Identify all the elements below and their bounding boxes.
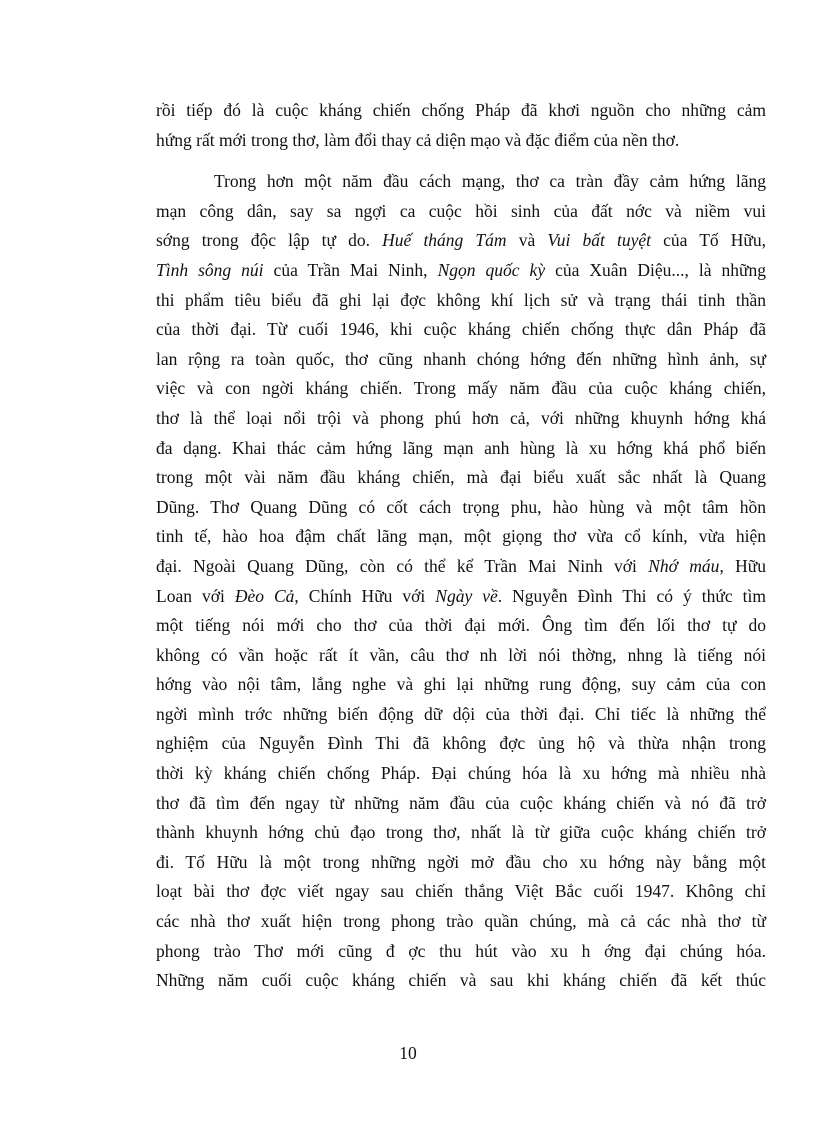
text-line	[156, 522, 766, 552]
text-line	[156, 404, 766, 434]
paragraph	[156, 96, 766, 155]
text-run: . Nguyễn Đình Thi có ý thức tìm	[497, 585, 767, 606]
text-run: mạn công dân, say sa ngợi ca cuộc hồi sinh của đất nớc và niềm vui	[156, 200, 766, 221]
italic-title: Tình sông núi	[156, 259, 264, 280]
text-line	[156, 167, 766, 197]
text-run: , Chính Hữu với	[294, 585, 436, 606]
italic-title: Ngày về	[435, 585, 498, 606]
text-line	[156, 286, 766, 316]
text-line	[156, 700, 766, 730]
italic-title: Ngọn quốc kỳ	[437, 259, 546, 280]
text-line	[156, 582, 766, 612]
text-run: đi. Tố Hữu là một trong những ngời mở đầu cho xu hớng này bằng một	[156, 851, 766, 872]
text-line	[156, 197, 766, 227]
text-run: Trong hơn một năm đầu cách mạng, thơ ca tràn đầy cảm hứng lãng	[214, 171, 766, 192]
text-line	[156, 374, 766, 404]
text-run: thi phẩm tiêu biểu đã ghi lại đợc không khí lịch sử và trạng thái tinh thần	[156, 289, 766, 310]
text-run: hớng vào nội tâm, lắng nghe và ghi lại những rung động, suy cảm của con	[156, 674, 766, 695]
text-run: không có vần hoặc rất ít vần, câu thơ nh lời nói thờng, nhng là tiếng nói	[156, 644, 766, 665]
text-line	[156, 877, 766, 907]
text-line	[156, 345, 766, 375]
text-line	[156, 966, 766, 996]
text-line	[156, 848, 766, 878]
text-run: Những năm cuối cuộc kháng chiến và sau khi kháng chiến đã kết thúc	[156, 970, 766, 991]
text-run: một tiếng nói mới cho thơ của thời đại mới. Ông tìm đến lối thơ tự do	[156, 615, 766, 636]
text-run: , Hữu	[719, 555, 767, 576]
text-line	[156, 315, 766, 345]
text-run: phong trào Thơ mới cũng đ ợc thu hút vào xu h ớng đại chúng hóa.	[156, 940, 766, 961]
text-run: Dũng. Thơ Quang Dũng có cốt cách trọng phu, hào hùng và một tâm hồn	[156, 496, 766, 517]
paragraph-gap	[156, 155, 766, 167]
text-line	[156, 493, 766, 523]
text-run: thành khuynh hớng chủ đạo trong thơ, nhất là từ giữa cuộc kháng chiến trở	[156, 822, 766, 843]
text-run: thơ là thể loại nổi trội và phong phú hơn cả, với những khuynh hớng khá	[156, 407, 766, 428]
text-line	[156, 907, 766, 937]
text-line	[156, 818, 766, 848]
paragraph	[156, 167, 766, 996]
text-line	[156, 96, 766, 126]
text-run: thơ đã tìm đến ngay từ những năm đầu của cuộc kháng chiến và nó đã trở	[156, 792, 766, 813]
italic-title: Nhớ máu	[648, 555, 720, 576]
text-run: nghiệm của Nguyễn Đình Thi đã không đợc ủng hộ và thừa nhận trong	[156, 733, 766, 754]
text-run: hứng rất mới trong thơ, làm đổi thay cả diện mạo và đặc điểm của nền thơ.	[156, 129, 680, 150]
text-line	[156, 256, 766, 286]
italic-title: Huế tháng Tám	[382, 230, 507, 251]
text-line	[156, 126, 766, 156]
text-run: của thời đại. Từ cuối 1946, khi cuộc kháng chiến chống thực dân Pháp đã	[156, 319, 766, 340]
text-run: sớng trong độc lập tự do.	[156, 230, 383, 251]
body-text	[156, 96, 766, 996]
page-number: 10	[399, 1043, 417, 1063]
text-run: và	[506, 230, 548, 251]
text-run: việc và con ngời kháng chiến. Trong mấy năm đầu của cuộc kháng chiến,	[156, 378, 766, 399]
text-line	[156, 611, 766, 641]
text-run: của Tố Hữu,	[650, 230, 767, 251]
text-run: của Trần Mai Ninh,	[263, 259, 438, 280]
text-line	[156, 463, 766, 493]
text-run: thời kỳ kháng chiến chống Pháp. Đại chúng hóa là xu hớng mà nhiều nhà	[156, 763, 766, 784]
italic-title: Vui bất tuyệt	[547, 230, 651, 251]
text-run: của Xuân Diệu..., là những	[545, 259, 766, 280]
text-line	[156, 759, 766, 789]
text-run: rồi tiếp đó là cuộc kháng chiến chống Pháp đã khơi nguồn cho những cảm	[156, 100, 766, 120]
text-run: các nhà thơ xuất hiện trong phong trào quần chúng, mà cả các nhà thơ từ	[156, 911, 766, 932]
text-run: đa dạng. Khai thác cảm hứng lãng mạn anh hùng là xu hớng khá phổ biến	[156, 437, 766, 458]
text-line	[156, 552, 766, 582]
text-run: loạt bài thơ đợc viết ngay sau chiến thắng Việt Bắc cuối 1947. Không chỉ	[156, 881, 766, 902]
text-run: tinh tế, hào hoa đậm chất lãng mạn, một giọng thơ vừa cổ kính, vừa hiện	[156, 526, 766, 547]
text-run: đại. Ngoài Quang Dũng, còn có thể kể Trần Mai Ninh với	[156, 555, 649, 576]
text-line	[156, 789, 766, 819]
text-line	[156, 226, 766, 256]
text-line	[156, 641, 766, 671]
text-line	[156, 670, 766, 700]
italic-title: Đèo Cả	[234, 585, 295, 606]
text-line	[156, 434, 766, 464]
text-line	[156, 729, 766, 759]
text-run: ngời mình trớc những biến động dữ dội của thời đại. Chỉ tiếc là những thể	[156, 703, 766, 724]
text-run: lan rộng ra toàn quốc, thơ cũng nhanh chóng hớng đến những hình ảnh, sự	[156, 348, 766, 369]
text-run: Loan với	[156, 585, 235, 606]
text-line	[156, 937, 766, 967]
text-run: trong một vài năm đầu kháng chiến, mà đại biểu xuất sắc nhất là Quang	[156, 467, 766, 488]
